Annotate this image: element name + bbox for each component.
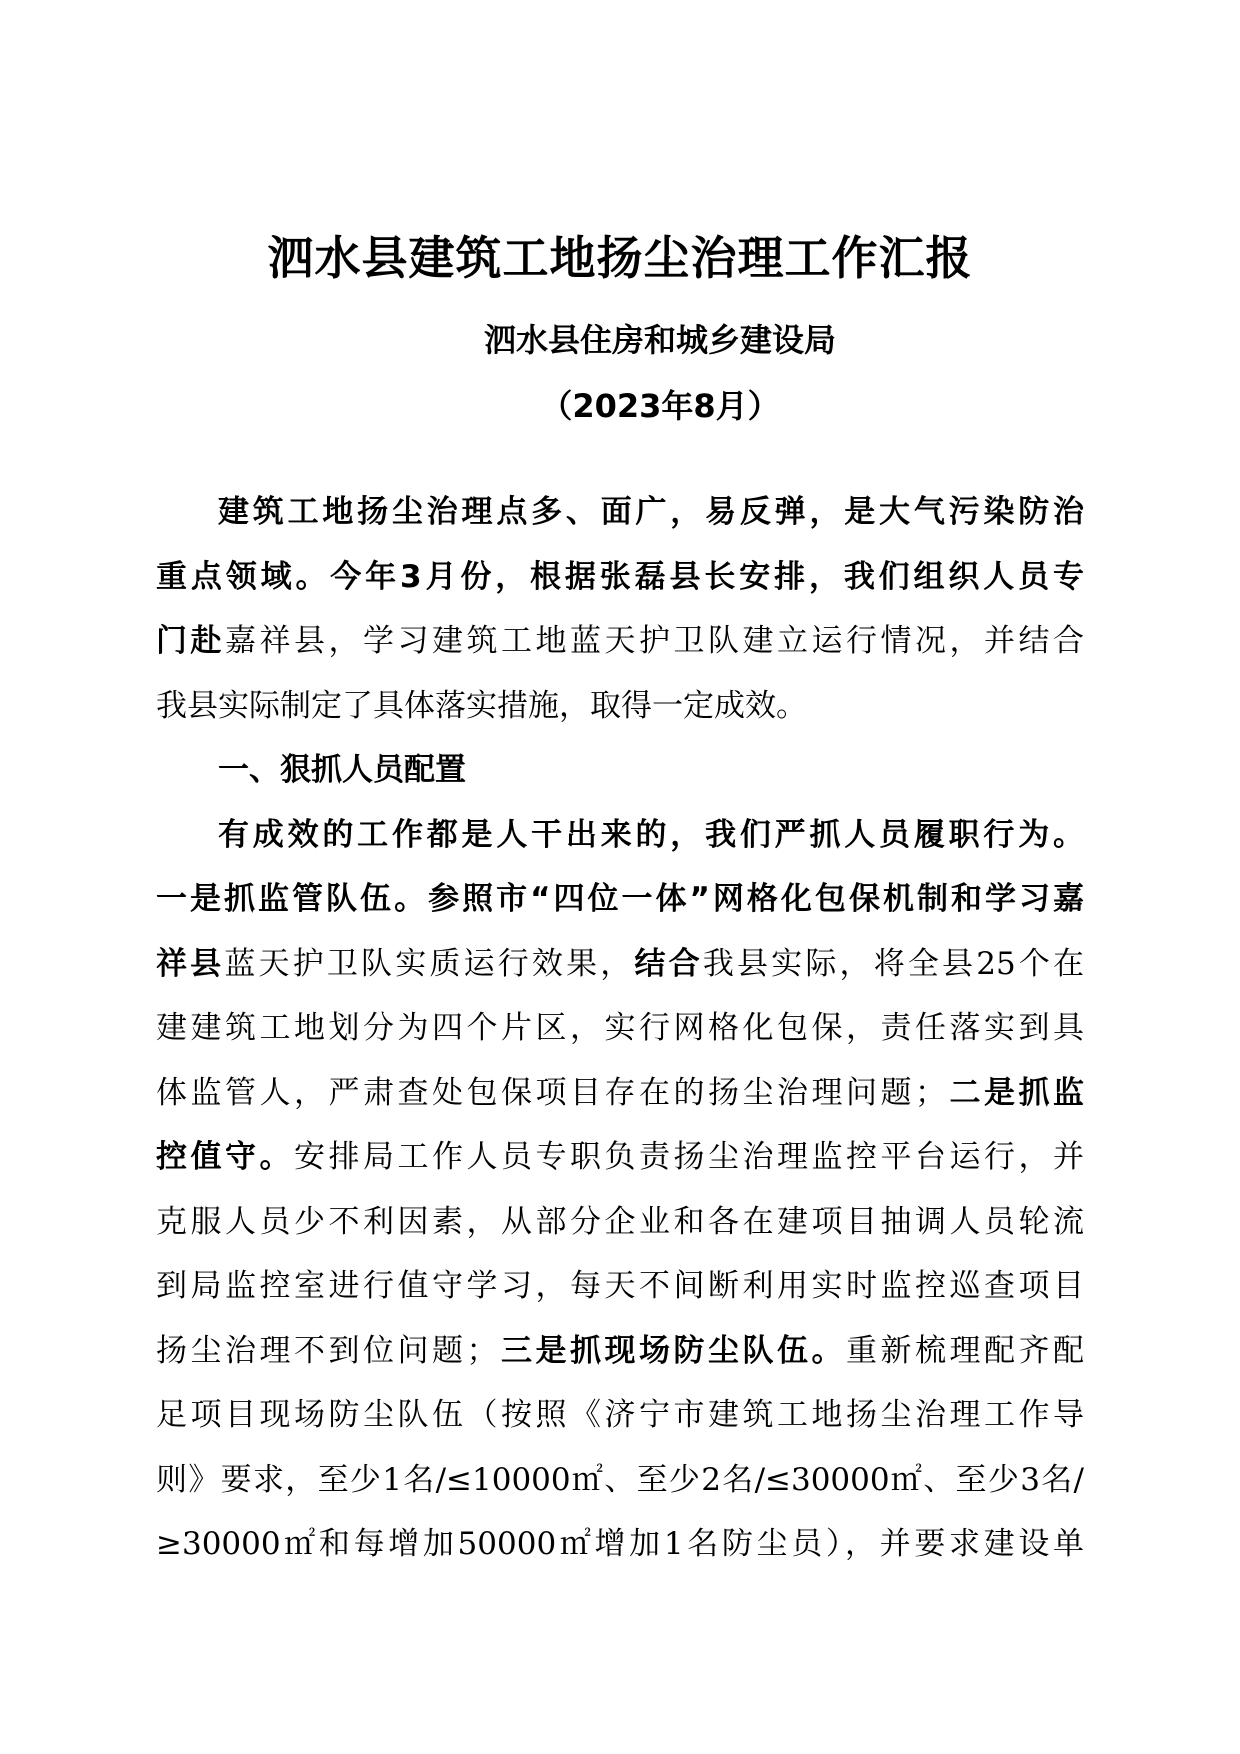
bold-text-segment: 祥县 <box>156 945 225 982</box>
text-segment: 我县实际制定了具体落实措施，取得一定成效。 <box>156 687 807 724</box>
text-line <box>156 1061 1084 1126</box>
intro-paragraph <box>156 480 1084 738</box>
bold-text-segment: 控值守。 <box>156 1139 294 1175</box>
text-segment: 克服人员少不利因素，从部分企业和各在建项目抽调人员轮流 <box>156 1203 1084 1240</box>
bold-text-segment: 有成效的工作都是人干出来的，我们严抓人员履职行为。 <box>218 816 1084 853</box>
text-segment: 足项目现场防尘队伍（按照《济宁市建筑工地扬尘治理工作导 <box>156 1397 1084 1433</box>
text-line <box>156 1319 1084 1384</box>
text-line <box>156 1125 1084 1190</box>
section-heading: 一、狠抓人员配置 <box>218 752 466 788</box>
text-segment: 我县实际，将全县25个在 <box>702 945 1085 982</box>
text-line <box>156 545 1084 610</box>
text-line <box>156 674 1084 739</box>
text-line <box>156 480 1084 545</box>
text-line <box>156 996 1084 1061</box>
text-segment: 蓝天护卫队实质运行效果， <box>224 945 635 982</box>
bold-text-segment: 门赴 <box>156 623 225 659</box>
text-segment: 则》要求，至少1名/≤10000㎡、至少2名/≤30000㎡、至少3名/ <box>156 1461 1084 1498</box>
bold-text-segment: 重点领域。今年3月份，根据张磊县长安排，我们组织人员专 <box>156 558 1084 595</box>
text-segment: 体监管人，严肃查处包保项目存在的扬尘治理问题； <box>156 1074 946 1111</box>
text-line <box>156 1383 1084 1448</box>
report-date: （2023年8月） <box>540 387 780 425</box>
bold-text-segment: 结合 <box>634 945 703 982</box>
section-paragraph <box>156 803 1084 1577</box>
text-line <box>156 932 1084 997</box>
text-line <box>156 867 1084 932</box>
text-line <box>156 803 1084 868</box>
text-line <box>156 1254 1084 1319</box>
text-segment: 到局监控室进行值守学习，每天不间断利用实时监控巡查项目 <box>156 1268 1084 1304</box>
text-line <box>156 1448 1084 1513</box>
text-segment: ≥30000㎡和每增加50000㎡增加1名防尘员），并要求建设单 <box>156 1526 1084 1562</box>
document-body <box>156 480 1084 1577</box>
document-title: 泗水县建筑工地扬尘治理工作汇报 <box>267 231 973 285</box>
text-line <box>156 609 1084 674</box>
bold-text-segment: 二是抓监 <box>946 1074 1084 1111</box>
bold-text-segment: 建筑工地扬尘治理点多、面广，易反弹，是大气污染防治 <box>218 494 1084 530</box>
text-line <box>156 1190 1084 1255</box>
bold-text-segment: 一是抓监管队伍。参照市“四位一体”网格化包保机制和学习嘉 <box>156 881 1084 917</box>
text-line <box>156 1512 1084 1577</box>
text-segment: 建建筑工地划分为四个片区，实行网格化包保，责任落实到具 <box>156 1010 1084 1046</box>
text-segment: 扬尘治理不到位问题； <box>156 1332 498 1369</box>
text-segment: 嘉祥县，学习建筑工地蓝天护卫队建立运行情况，并结合 <box>225 623 1084 659</box>
text-segment: 安排局工作人员专职负责扬尘治理监控平台运行，并 <box>294 1139 1084 1175</box>
issuing-organization: 泗水县住房和城乡建设局 <box>483 321 836 359</box>
bold-text-segment: 三是抓现场防尘队伍。 <box>497 1332 846 1369</box>
text-segment: 重新梳理配齐配 <box>846 1332 1084 1369</box>
